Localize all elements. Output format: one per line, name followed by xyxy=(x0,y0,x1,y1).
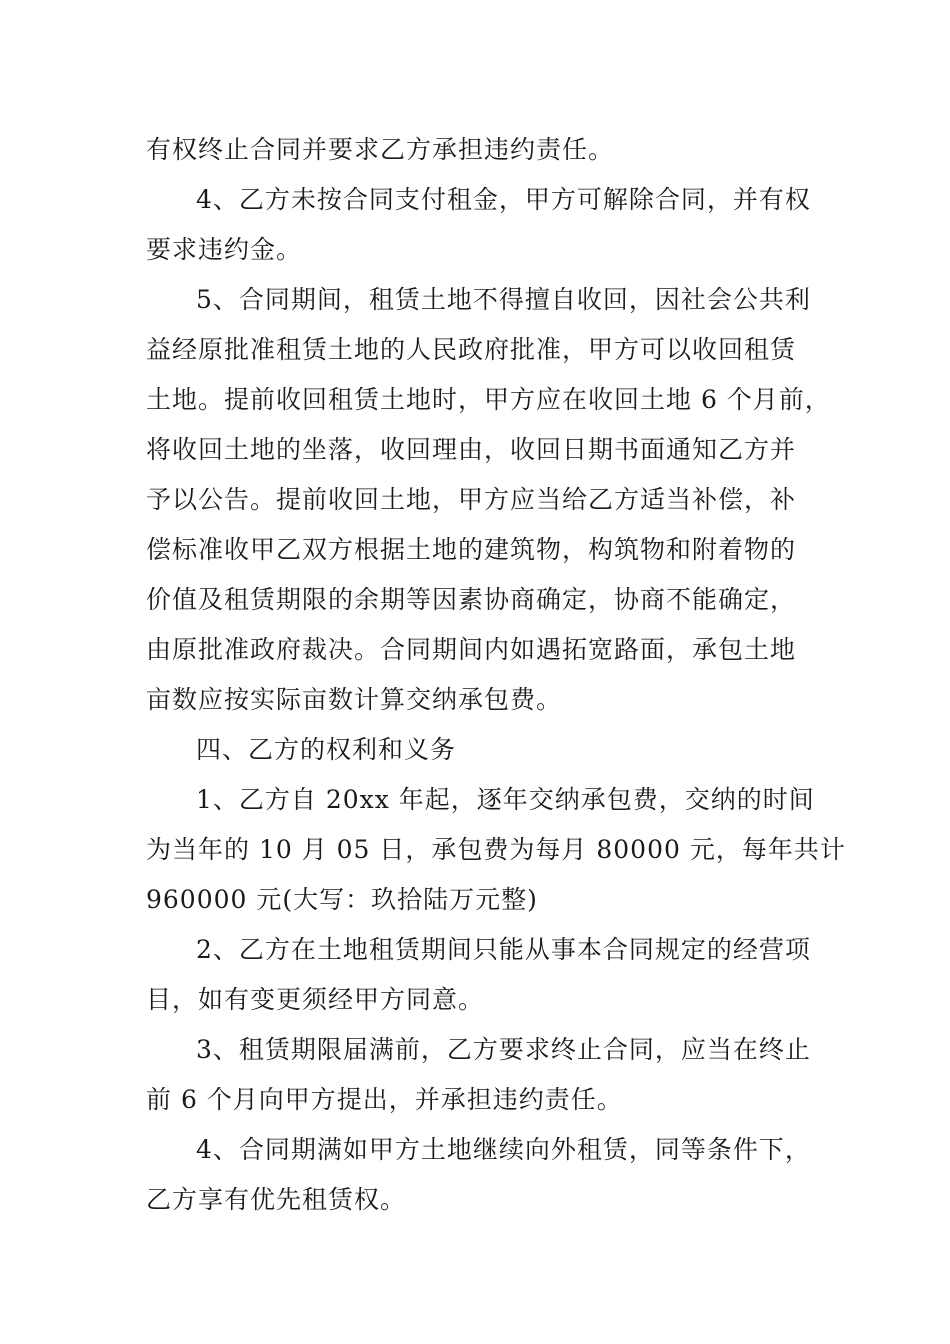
text-line: 为当年的 10 月 05 日，承包费为每月 80000 元，每年共计 xyxy=(146,835,846,864)
text-line: 乙方享有优先租赁权。 xyxy=(146,1185,407,1214)
text-line: 偿标准收甲乙双方根据土地的建筑物，构筑物和附着物的 xyxy=(146,535,797,564)
text-line: 要求违约金。 xyxy=(146,235,303,264)
text-line: 4、乙方未按合同支付租金，甲方可解除合同，并有权 xyxy=(196,185,811,214)
text-line: 前 6 个月向甲方提出，并承担违约责任。 xyxy=(146,1085,623,1114)
text-line: 益经原批准租赁土地的人民政府批准，甲方可以收回租赁 xyxy=(146,335,797,364)
text-line: 4、合同期满如甲方土地继续向外租赁，同等条件下， xyxy=(196,1135,811,1164)
text-line: 5、合同期间，租赁土地不得擅自收回，因社会公共利 xyxy=(196,285,811,314)
text-line: 由原批准政府裁决。合同期间内如遇拓宽路面，承包土地 xyxy=(146,635,797,664)
text-line: 目，如有变更须经甲方同意。 xyxy=(146,985,485,1014)
text-line: 有权终止合同并要求乙方承担违约责任。 xyxy=(146,135,615,164)
text-line: 亩数应按实际亩数计算交纳承包费。 xyxy=(146,685,563,714)
text-line: 3、租赁期限届满前，乙方要求终止合同，应当在终止 xyxy=(196,1035,811,1064)
text-line: 960000 元(大写：玖拾陆万元整) xyxy=(146,885,538,914)
text-line: 价值及租赁期限的余期等因素协商确定，协商不能确定， xyxy=(146,585,797,614)
text-line: 1、乙方自 20xx 年起，逐年交纳承包费，交纳的时间 xyxy=(196,785,815,814)
section-heading: 四、乙方的权利和义务 xyxy=(196,735,457,764)
text-line: 土地。提前收回租赁土地时，甲方应在收回土地 6 个月前， xyxy=(146,385,831,414)
text-line: 予以公告。提前收回土地，甲方应当给乙方适当补偿，补 xyxy=(146,485,797,514)
text-line: 2、乙方在土地租赁期间只能从事本合同规定的经营项 xyxy=(196,935,811,964)
text-line: 将收回土地的坐落，收回理由，收回日期书面通知乙方并 xyxy=(146,435,797,464)
